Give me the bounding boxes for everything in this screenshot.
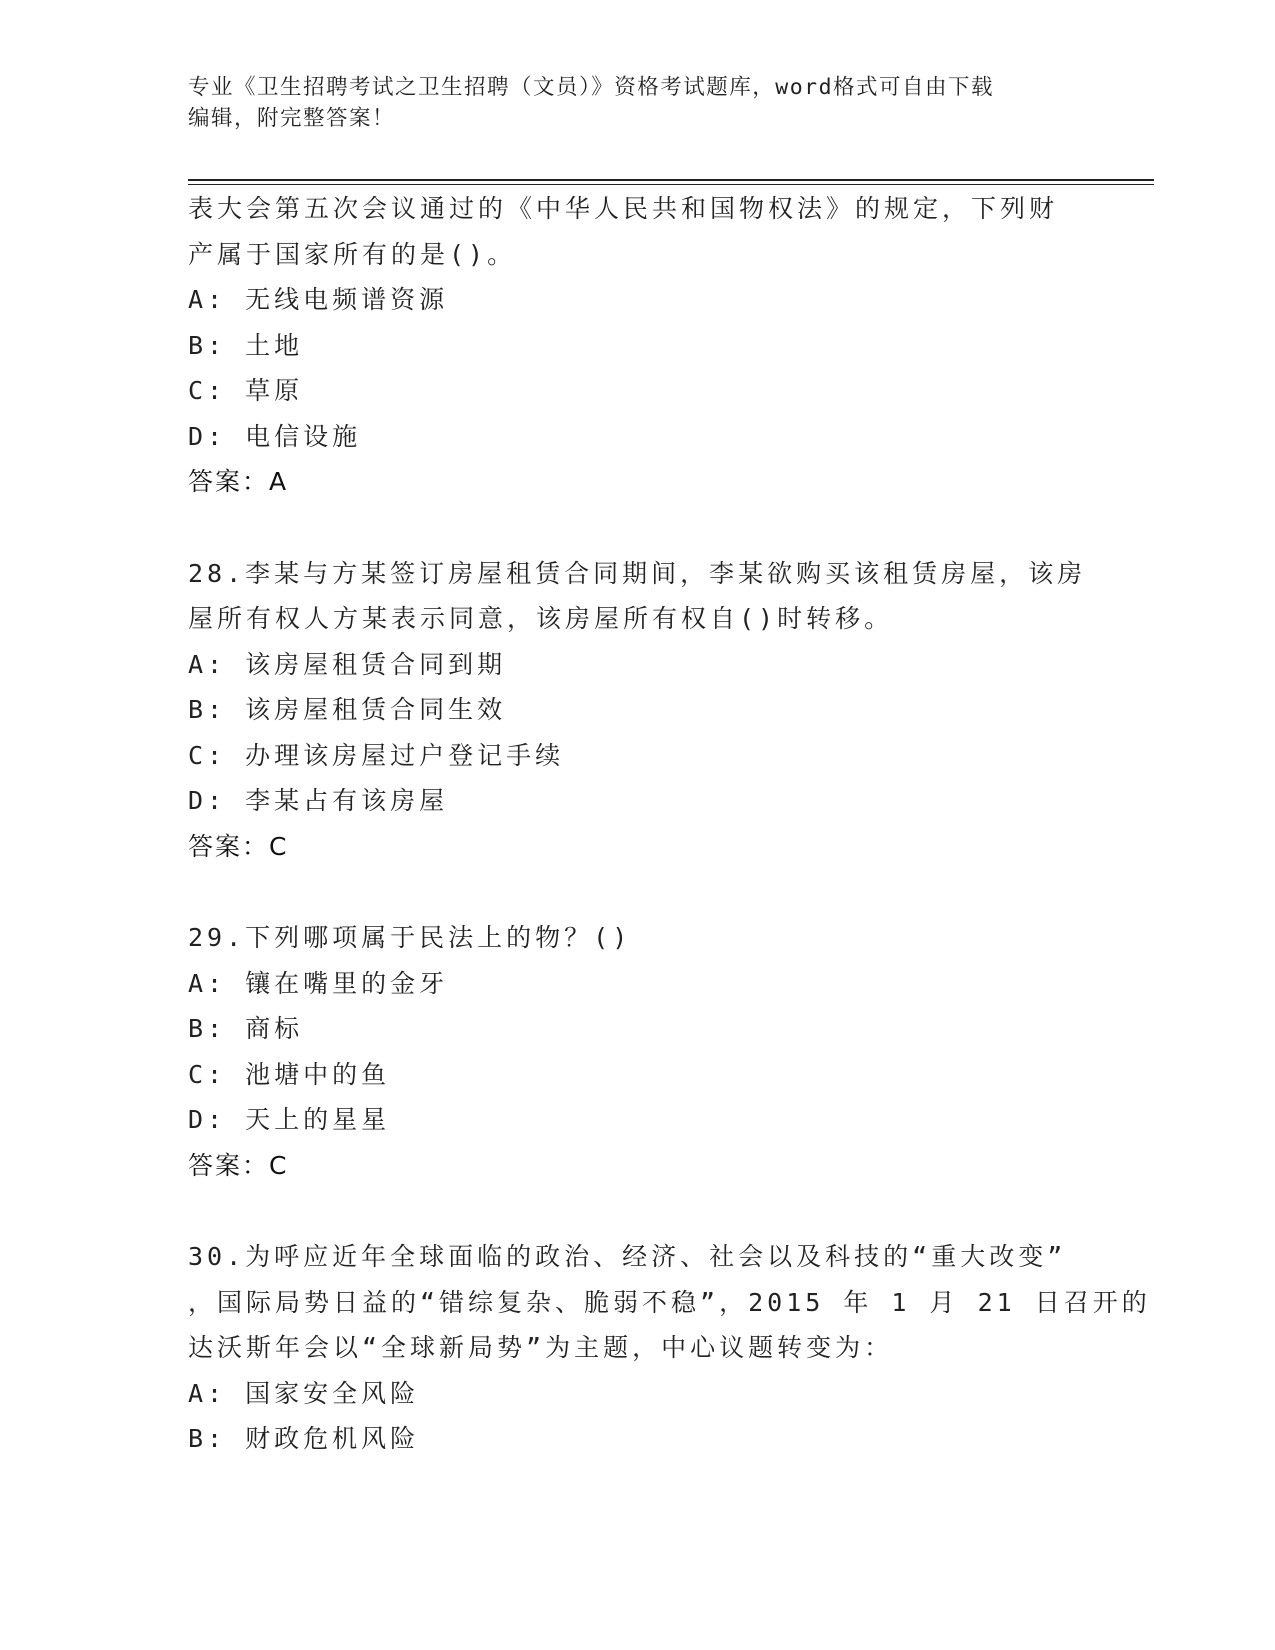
question-block	[188, 551, 1088, 870]
option-d: D: 天上的星星	[188, 1105, 391, 1134]
option-d: D: 李某占有该房屋	[188, 786, 449, 815]
option-a: A: 镶在嘴里的金牙	[188, 968, 449, 998]
option-c: C: 草原	[188, 376, 304, 405]
answer-line: 答案：C	[188, 831, 289, 861]
question-block	[188, 1234, 1151, 1462]
option-c: C: 办理该房屋过户登记手续	[188, 740, 565, 770]
option-b: B: 该房屋租赁合同生效	[188, 695, 507, 724]
question-text-line: 30.为呼应近年全球面临的政治、经济、社会以及科技的“重大改变”	[188, 1242, 1067, 1271]
answer-line: 答案：C	[188, 1150, 289, 1180]
header-line-1: 专业《卫生招聘考试之卫生招聘（文员）》资格考试题库，word格式可自由下载	[188, 75, 995, 100]
option-d: D: 电信设施	[188, 421, 362, 451]
question-block	[188, 186, 1088, 505]
question-text-line: 达沃斯年会以“全球新局势”为主题，中心议题转变为：	[188, 1333, 894, 1362]
question-text-line: 表大会第五次会议通过的《中华人民共和国物权法》的规定，下列财	[188, 194, 1059, 223]
option-c: C: 池塘中的鱼	[188, 1059, 391, 1089]
spacer	[188, 869, 1088, 915]
option-a: A: 该房屋租赁合同到期	[188, 649, 507, 679]
question-text-line: 29.下列哪项属于民法上的物？()	[188, 923, 632, 952]
document-header	[188, 72, 1068, 134]
header-line-2: 编辑，附完整答案！	[188, 106, 396, 131]
option-a: A: 无线电频谱资源	[188, 285, 449, 314]
option-a: A: 国家安全风险	[188, 1378, 420, 1408]
option-b: B: 商标	[188, 1014, 304, 1043]
header-divider-thick	[188, 179, 1154, 181]
question-list	[188, 186, 1151, 1462]
option-b: B: 土地	[188, 330, 304, 360]
spacer	[188, 1188, 1088, 1234]
question-block	[188, 915, 1088, 1188]
header-divider-thin	[188, 184, 1154, 185]
answer-line: 答案：A	[188, 467, 289, 496]
option-b: B: 财政危机风险	[188, 1424, 420, 1453]
question-text-line: 产属于国家所有的是()。	[188, 239, 517, 269]
question-text-line: ，国际局势日益的“错综复杂、脆弱不稳”，2015 年 1 月 21 日召开的	[188, 1287, 1151, 1317]
question-text-line: 28.李某与方某签订房屋租赁合同期间，李某欲购买该租赁房屋，该房	[188, 558, 1087, 588]
spacer	[188, 505, 1088, 551]
question-text-line: 屋所有权人方某表示同意，该房屋所有权自()时转移。	[188, 604, 894, 633]
